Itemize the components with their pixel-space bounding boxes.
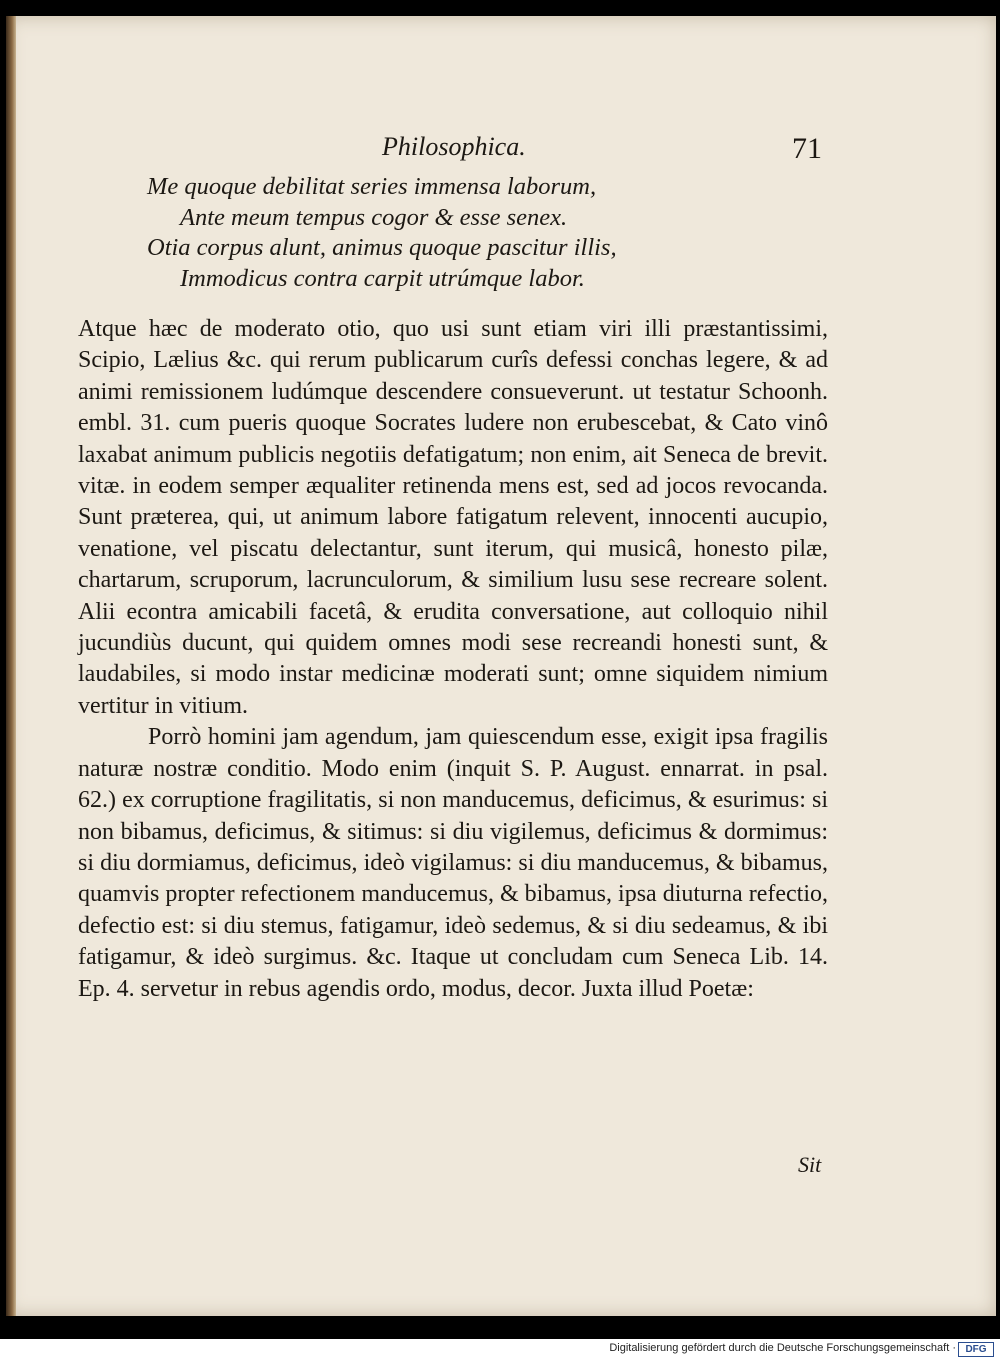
dfg-logo: DFG [958,1342,994,1357]
verse-line: Me quoque debilitat series immensa laborum, [147,173,597,200]
book-page [6,16,996,1316]
page-number: 71 [792,132,822,165]
page-header [6,132,996,176]
verse-line: Otia corpus alunt, animus quoque pascitur illis, [147,234,617,261]
paragraph: Porrò homini jam agendum, jam quiescendum esse, exigit ipsa fragilis naturæ nostræ conditio. Modo enim (inquit S. P. August. ennarrat. in psal. 62.) ex corruptione fragilitatis, si non manducemus, deficimus, & esurimus: si non bibamus, deficimus, & sitimus: si diu vigilemus, deficimus & dormimus: si diu dormiamus, deficimus, ideò vigilamus: si diu manducemus, & bibamus, quamvis propter refectionem manducemus, & bibamus, ipsa diuturna refectio, defectio est: si diu stemus, fatigamur, ideò sedemus, & si diu sedeamus, & ibi fatigamur, & ideò surgimus. &c. Itaque ut concludam cum Seneca Lib. 14. Ep. 4. servetur in rebus agendis ordo, modus, decor. Juxta illud Poetæ: [78,724,828,1002]
catchword: Sit [798,1152,822,1177]
digitization-footer [0,1339,1000,1359]
body-text [78,314,828,1005]
paragraph: Atque hæc de moderato otio, quo usi sunt etiam viri illi præstantissimi, Scipio, Lælius &c. qui rerum publicarum curîs defessi conchas legere, & ad animi remissionem ludúmque descendere consueverunt. ut testatur Schoonh. embl. 31. cum pueris quoque Socrates ludere non erubescebat, & Cato vinô laxabat animum publicis negotiis defatigatum; non enim, ait Seneca de brevit. vitæ. in eodem semper æqualiter retinenda mens est, sed ad jocos revocanda. Sunt præterea, qui, ut animum labore fatigatum relevent, innocenti aucupio, venatione, vel piscatu delectantur, sunt iterum, qui musicâ, honesto pilæ, chartarum, scruporum, lacrunculorum, & similium lusu sese recreare solent. Alii econtra amicabili facetâ, & erudita conversatione, aut colloquio nihil jucundiùs ducunt, qui quidem omnes modi sese recreandi honesti sunt, & laudabiles, si modo instar medicinæ moderati sunt; omne siquidem nimium vertitur in vitium. [78,316,828,719]
book-spine-edge [6,16,16,1316]
running-head: Philosophica. [382,132,526,161]
verse-line: Ante meum tempus cogor & esse senex. [180,203,568,231]
verse-block [147,172,847,294]
verse-line: Immodicus contra carpit utrúmque labor. [180,264,585,292]
funding-credit: Digitalisierung gefördert durch die Deutsche Forschungsgemeinschaft · [609,1342,956,1354]
